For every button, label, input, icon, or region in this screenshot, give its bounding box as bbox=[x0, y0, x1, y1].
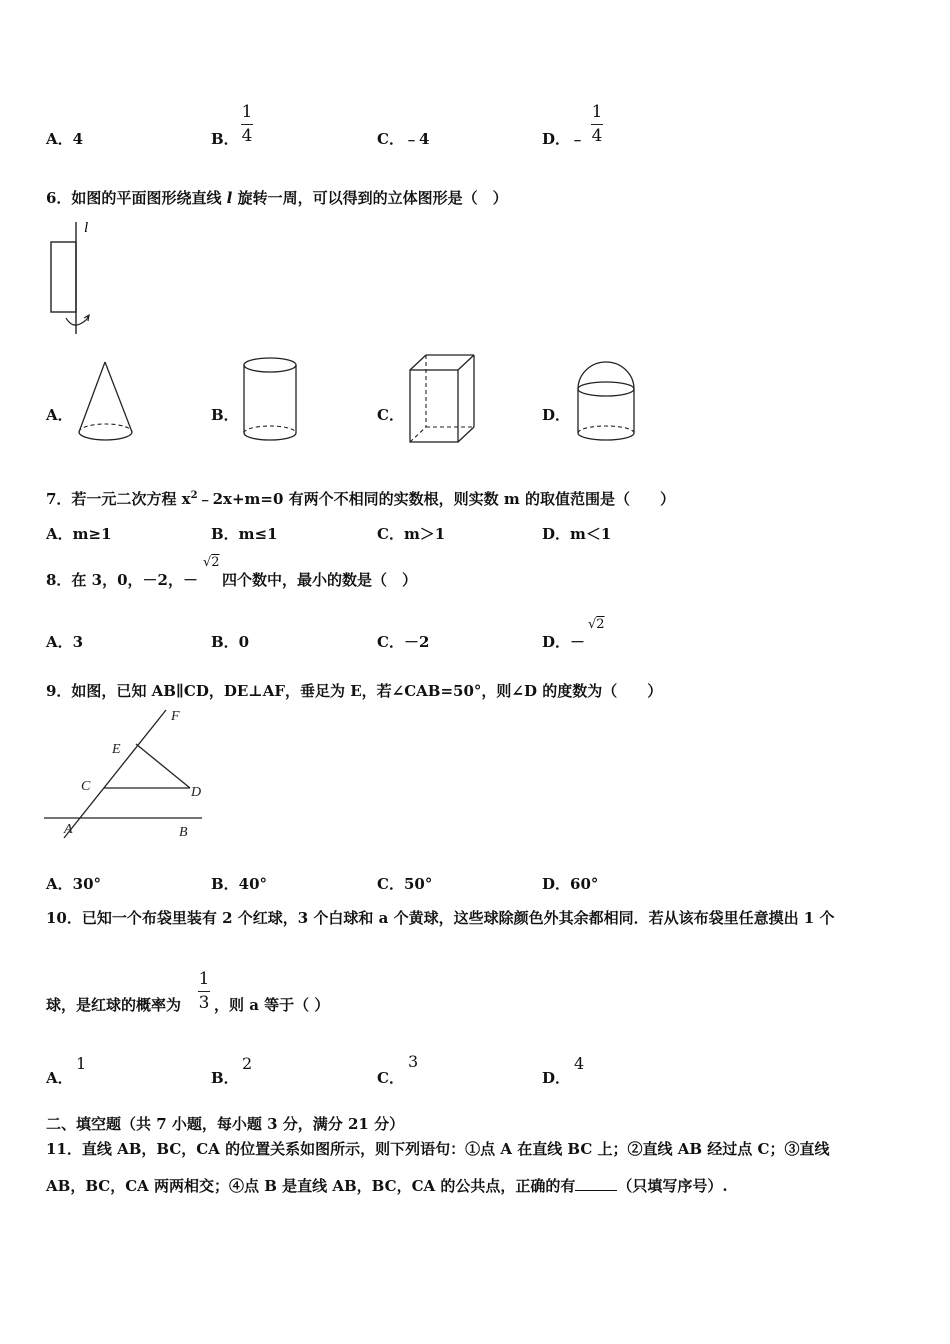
q9-label-a: A bbox=[64, 822, 73, 837]
q5-option-c-value: ﹣4 bbox=[403, 130, 430, 148]
q7-stem bbox=[46, 488, 675, 509]
q11-stem-line2-post: （只填写序号）. bbox=[617, 1177, 728, 1195]
q9-label-c: C bbox=[81, 779, 91, 794]
q5-option-d-label: D． bbox=[542, 130, 571, 148]
q6-option-d-label: D． bbox=[542, 406, 571, 424]
q10-stem-line2-post: ，则 a 等于（ ） bbox=[214, 996, 330, 1014]
q8-option-d-sqrt: √2 bbox=[588, 617, 605, 632]
q8-option-d-label: D．－ bbox=[542, 633, 586, 651]
q9-option-a: A．30° bbox=[46, 875, 102, 893]
q9-label-e: E bbox=[112, 742, 121, 757]
fraction-bar bbox=[198, 991, 210, 992]
q5-option-b-denominator: 4 bbox=[241, 126, 253, 146]
q5-option-c bbox=[377, 128, 429, 149]
q5-option-a-value: 4 bbox=[72, 130, 84, 148]
q5-option-b-label: B． bbox=[211, 130, 239, 148]
q11-stem-line1: 11．直线 AB，BC，CA 的位置关系如图所示，则下列语句：①点 A 在直线 BC 上；②直线 AB 经过点 C；③直线 bbox=[46, 1140, 830, 1158]
q5-option-a bbox=[46, 128, 83, 149]
q10-option-a-label: A． bbox=[46, 1069, 73, 1087]
q6-option-a-label: A． bbox=[46, 406, 73, 424]
q8-stem-radicand: 2 bbox=[211, 555, 220, 570]
q10-fraction-denominator: 3 bbox=[198, 993, 210, 1013]
q6-stem-pre: 6．如图的平面图形绕直线 bbox=[46, 189, 227, 207]
q10-option-c-value: 3 bbox=[408, 1052, 419, 1071]
q5-option-d-sign: ﹣ bbox=[570, 130, 586, 148]
q9-option-b: B．40° bbox=[211, 875, 268, 893]
q7-stem-post: ﹣2x+m=0 有两个不相同的实数根，则实数 m 的取值范围是（ ） bbox=[197, 490, 675, 508]
q5-option-d bbox=[542, 128, 585, 149]
q7-stem-exponent: 2 bbox=[190, 490, 198, 501]
q5-option-d-numerator: 1 bbox=[591, 102, 603, 122]
q10-stem-line1: 10．已知一个布袋里装有 2 个红球，3 个白球和 a 个黄球，这些球除颜色外其余都相同．若从该布袋里任意摸出 1 个 bbox=[46, 909, 835, 927]
q9-label-f: F bbox=[171, 709, 180, 724]
q5-option-a-label: A． bbox=[46, 130, 73, 148]
q8-option-d-radicand: 2 bbox=[596, 617, 605, 632]
fraction-bar bbox=[241, 124, 253, 125]
q9-stem: 9．如图，已知 AB∥CD，DE⊥AF，垂足为 E，若∠CAB=50°，则∠D 的度数为（ ） bbox=[46, 682, 663, 700]
q8-option-a: A．3 bbox=[46, 633, 84, 651]
q7-option-b: B．m≤1 bbox=[211, 525, 278, 543]
q5-option-b-fraction bbox=[241, 104, 253, 145]
q10-stem-line2-pre: 球，是红球的概率为 bbox=[46, 996, 182, 1014]
q11-answer-blank[interactable] bbox=[575, 1190, 617, 1191]
q11-stem-line2 bbox=[46, 1175, 728, 1196]
q8-stem-sqrt: √2 bbox=[203, 555, 220, 570]
q5-option-b-numerator: 1 bbox=[241, 102, 253, 122]
q7-option-c: C．m＞1 bbox=[377, 525, 446, 543]
q9-option-d: D．60° bbox=[542, 875, 599, 893]
q5-option-c-label: C． bbox=[377, 130, 404, 148]
q10-probability-fraction bbox=[198, 971, 210, 1012]
q10-option-d-label: D． bbox=[542, 1069, 571, 1087]
q10-option-a-value: 1 bbox=[76, 1054, 87, 1073]
q8-option-c: C．－2 bbox=[377, 633, 430, 651]
q6-stem-post: 旋转一周，可以得到的立体图形是（ ） bbox=[232, 189, 508, 207]
q7-option-d: D．m＜1 bbox=[542, 525, 612, 543]
q9-label-d: D bbox=[191, 785, 202, 800]
q10-fraction-numerator: 1 bbox=[198, 969, 210, 989]
q7-option-a: A．m≥1 bbox=[46, 525, 112, 543]
q6-cylinder-figure bbox=[242, 356, 302, 446]
q6-cuboid-figure bbox=[408, 352, 478, 447]
q6-option-c-label: C． bbox=[377, 406, 404, 424]
q10-option-d-value: 4 bbox=[574, 1054, 585, 1073]
q11-stem-line2-pre: AB，BC，CA 两两相交；④点 B 是直线 AB，BC，CA 的公共点，正确的有 bbox=[46, 1177, 576, 1195]
q6-rotation-figure bbox=[44, 218, 104, 338]
q6-option-b-label: B． bbox=[211, 406, 239, 424]
q7-stem-pre: 7．若一元二次方程 x bbox=[46, 490, 191, 508]
q5-option-d-denominator: 4 bbox=[591, 126, 603, 146]
q6-cone-figure bbox=[76, 358, 136, 448]
q8-option-b: B．0 bbox=[211, 633, 250, 651]
q9-geometry-figure bbox=[44, 706, 214, 846]
q9-label-b: B bbox=[179, 825, 188, 840]
q6-stem bbox=[46, 187, 508, 208]
q8-stem-post: 四个数中，最小的数是（ ） bbox=[222, 571, 418, 589]
q10-option-b-label: B． bbox=[211, 1069, 239, 1087]
q5-option-d-fraction bbox=[591, 104, 603, 145]
fraction-bar bbox=[591, 124, 603, 125]
section-2-title: 二、填空题（共 7 小题，每小题 3 分，满分 21 分） bbox=[46, 1115, 405, 1133]
q6-stem-var: l bbox=[226, 189, 233, 207]
q9-option-c: C．50° bbox=[377, 875, 433, 893]
q6-axis-label: l bbox=[84, 220, 89, 236]
q8-stem-pre: 8．在 3，0，－2，－ bbox=[46, 571, 198, 589]
q6-cylinder-with-hemisphere-figure bbox=[575, 360, 640, 450]
q10-option-b-value: 2 bbox=[242, 1054, 253, 1073]
q10-option-c-label: C． bbox=[377, 1069, 404, 1087]
